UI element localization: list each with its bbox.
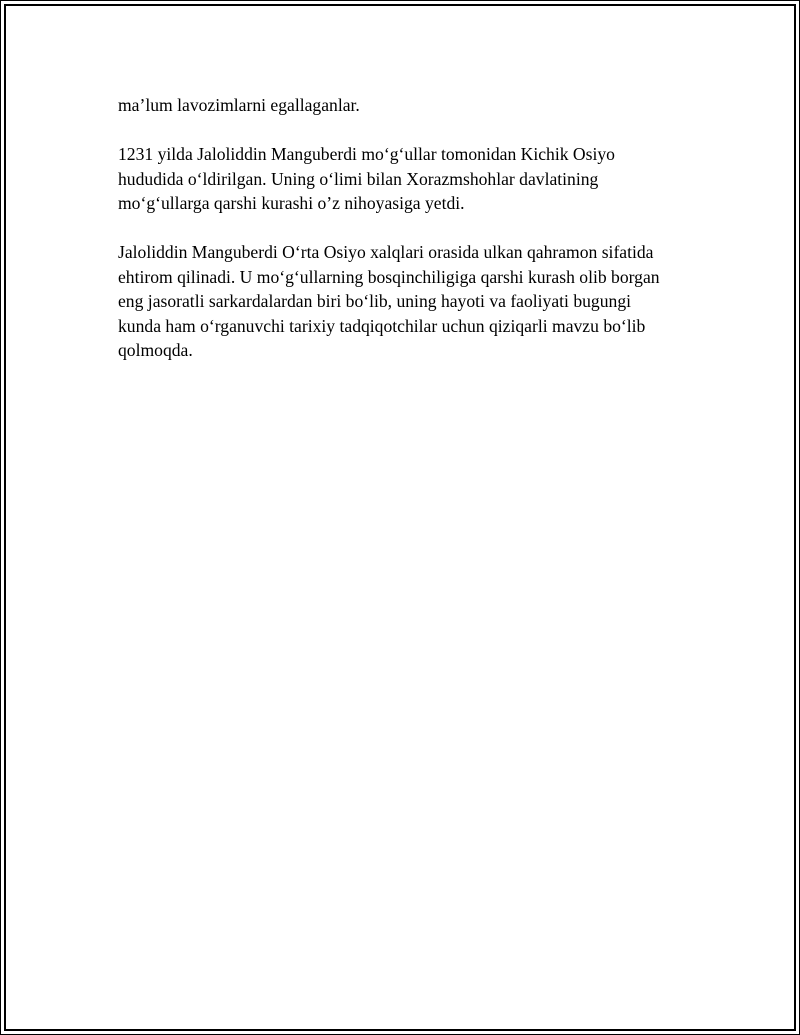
- paragraph-line: eng jasoratli sarkardalardan biri bo‘lib, uning hayoti va faoliyati bugungi: [118, 291, 632, 311]
- paragraph-line: qolmoqda.: [118, 340, 193, 360]
- paragraph-line: Jaloliddin Manguberdi O‘rta Osiyo xalqlari orasida ulkan qahramon sifatida: [118, 242, 654, 262]
- paragraph-line: kunda ham o‘rganuvchi tarixiy tadqiqotchilar uchun qiziqarli mavzu bo‘lib: [118, 315, 646, 336]
- paragraph-line: hududida o‘ldirilgan. Uning o‘limi bilan Xorazmshohlar davlatining: [118, 168, 599, 189]
- paragraph-line: mo‘g‘ullarga qarshi kurashi o’z nihoyasiga yetdi.: [118, 193, 465, 213]
- paragraph-line: ma’lum lavozimlarni egallaganlar.: [118, 95, 360, 115]
- paragraph-line: ehtirom qilinadi. U mo‘g‘ullarning bosqinchiligiga qarshi kurash olib borgan: [118, 266, 660, 287]
- document-body: [118, 93, 708, 387]
- paragraph-3: [118, 240, 708, 363]
- paragraph-line: 1231 yilda Jaloliddin Manguberdi mo‘g‘ullar tomonidan Kichik Osiyo: [118, 144, 615, 164]
- paragraph-2: [118, 142, 708, 216]
- paragraph-1: [118, 93, 708, 118]
